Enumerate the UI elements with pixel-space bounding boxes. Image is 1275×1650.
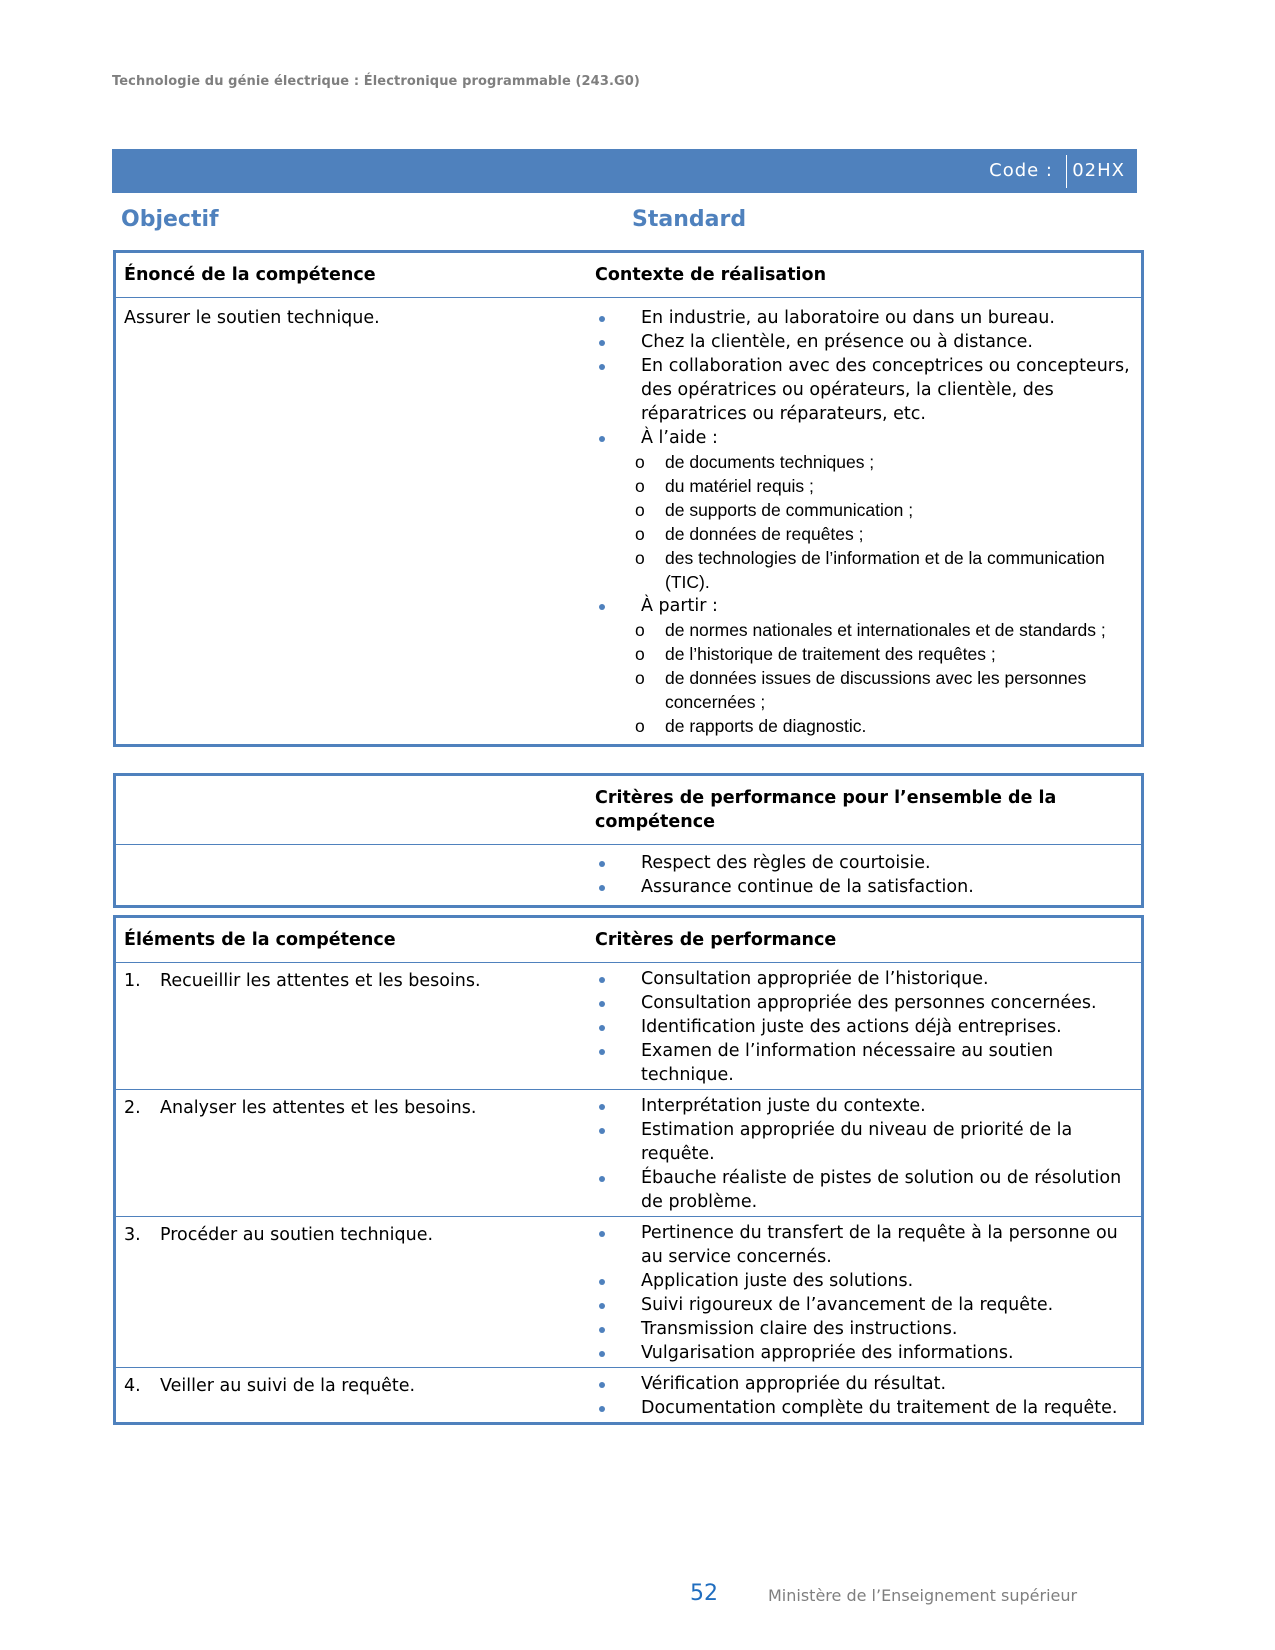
empty-cell <box>115 845 588 907</box>
bullet-icon <box>599 1128 605 1134</box>
bullet-icon <box>599 1327 605 1333</box>
bullet-item <box>595 851 1133 875</box>
sub-item-text: de données de requêtes ; <box>665 524 864 544</box>
table-row <box>115 1368 1143 1424</box>
circle-bullet-icon: o <box>635 452 645 472</box>
bullet-item <box>595 875 1133 899</box>
contexte-list <box>595 306 1133 738</box>
bullet-item <box>595 1039 1133 1087</box>
bullet-item <box>595 967 1133 991</box>
bullet-item <box>595 1094 1133 1118</box>
criteres-ensemble-header: Critères de performance pour l’ensemble de la compétence <box>595 788 1057 832</box>
table-header-row <box>115 917 1143 963</box>
element-criteres-cell <box>587 1217 1143 1368</box>
page-number: 52 <box>690 1581 718 1606</box>
bullet-icon <box>599 1104 605 1110</box>
element-cell <box>115 1090 588 1217</box>
bullet-text: Consultation appropriée des personnes concernées. <box>641 993 1097 1013</box>
bullet-item <box>595 1372 1133 1396</box>
contexte-cell <box>587 298 1143 746</box>
bullet-text: Interprétation juste du contexte. <box>641 1096 926 1116</box>
circle-bullet-icon: o <box>635 548 645 568</box>
bullet-text: Assurance continue de la satisfaction. <box>641 877 974 897</box>
sub-item-text: de normes nationales et internationales et de standards ; <box>665 620 1106 640</box>
code-bar <box>112 149 1137 193</box>
enonce-header: Énoncé de la compétence <box>124 265 376 285</box>
bullet-icon <box>599 604 605 610</box>
element-number: 2. <box>124 1098 141 1118</box>
sub-list <box>635 450 1133 594</box>
element-number: 1. <box>124 971 141 991</box>
bullet-text: Identification juste des actions déjà entreprises. <box>641 1017 1062 1037</box>
circle-bullet-icon: o <box>635 668 645 688</box>
bullet-icon <box>599 340 605 346</box>
bullet-icon <box>599 436 605 442</box>
circle-bullet-icon: o <box>635 524 645 544</box>
element-text: Recueillir les attentes et les besoins. <box>160 971 481 991</box>
bullet-icon <box>599 364 605 370</box>
bullet-item <box>595 1166 1133 1214</box>
bullet-item <box>595 1317 1133 1341</box>
bullet-item <box>595 1015 1133 1039</box>
table-row <box>115 298 1143 746</box>
element-text: Analyser les attentes et les besoins. <box>160 1098 477 1118</box>
sub-item-text: de documents techniques ; <box>665 452 875 472</box>
sub-item-text: du matériel requis ; <box>665 476 814 496</box>
running-head: Technologie du génie électrique : Électronique programmable (243.G0) <box>112 74 640 89</box>
sub-item <box>635 498 1133 522</box>
bullet-text: En collaboration avec des conceptrices ou concepteurs, des opératrices ou opérateurs, la clientèle, des réparatrices ou réparateurs, etc. <box>641 356 1130 424</box>
bullet-text: À partir : <box>641 596 718 616</box>
bullet-icon <box>599 1382 605 1388</box>
bullet-item <box>595 354 1133 426</box>
circle-bullet-icon: o <box>635 644 645 664</box>
bullet-icon <box>599 1279 605 1285</box>
element-number: 4. <box>124 1376 141 1396</box>
criteres-list <box>595 1221 1133 1365</box>
bullet-item <box>595 1118 1133 1166</box>
sub-item <box>635 642 1133 666</box>
bullet-text: Application juste des solutions. <box>641 1271 914 1291</box>
bullet-item <box>595 1341 1133 1365</box>
enonce-contexte-table <box>113 250 1144 747</box>
standard-heading: Standard <box>632 207 747 232</box>
bullet-text: Chez la clientèle, en présence ou à distance. <box>641 332 1033 352</box>
bullet-text: Suivi rigoureux de l’avancement de la requête. <box>641 1295 1054 1315</box>
bullet-icon <box>599 1001 605 1007</box>
bullet-item <box>595 594 1133 738</box>
bullet-text: Transmission claire des instructions. <box>641 1319 958 1339</box>
criteres-ensemble-cell <box>587 845 1143 907</box>
enonce-text: Assurer le soutien technique. <box>115 298 588 746</box>
sub-item-text: de supports de communication ; <box>665 500 914 520</box>
code-value: 02HX <box>1072 160 1125 181</box>
bullet-text: Respect des règles de courtoisie. <box>641 853 931 873</box>
table-row <box>115 1090 1143 1217</box>
sub-item <box>635 450 1133 474</box>
sub-item-text: des technologies de l’information et de la communication (TIC). <box>665 548 1105 592</box>
bullet-text: Vérification appropriée du résultat. <box>641 1374 947 1394</box>
criteres-list <box>595 1372 1133 1420</box>
table-row <box>115 845 1143 907</box>
element-criteres-cell <box>587 1090 1143 1217</box>
table-row <box>115 963 1143 1090</box>
element-text: Veiller au suivi de la requête. <box>160 1376 416 1396</box>
sub-item-text: de rapports de diagnostic. <box>665 716 867 736</box>
bullet-text: Documentation complète du traitement de la requête. <box>641 1398 1118 1418</box>
criteres-header: Critères de performance <box>595 930 837 950</box>
bullet-text: À l’aide : <box>641 428 718 448</box>
criteres-ensemble-table <box>113 773 1144 908</box>
sub-item-text: de l’historique de traitement des requêtes ; <box>665 644 996 664</box>
bullet-text: Estimation appropriée du niveau de priorité de la requête. <box>641 1120 1073 1164</box>
sub-item <box>635 618 1133 642</box>
criteres-list <box>595 1094 1133 1214</box>
element-criteres-cell <box>587 1368 1143 1424</box>
bullet-icon <box>599 977 605 983</box>
sub-item-text: de données issues de discussions avec les personnes concernées ; <box>665 668 1087 712</box>
bullet-icon <box>599 316 605 322</box>
code-label: Code : <box>989 160 1053 181</box>
element-text: Procéder au soutien technique. <box>160 1225 434 1245</box>
bullet-icon <box>599 1176 605 1182</box>
elements-header: Éléments de la compétence <box>124 930 396 950</box>
circle-bullet-icon: o <box>635 476 645 496</box>
element-criteres-cell <box>587 963 1143 1090</box>
bullet-text: Consultation appropriée de l’historique. <box>641 969 989 989</box>
bullet-icon <box>599 1025 605 1031</box>
bullet-icon <box>599 1231 605 1237</box>
sub-item <box>635 546 1133 594</box>
circle-bullet-icon: o <box>635 620 645 640</box>
sub-item <box>635 522 1133 546</box>
sub-item <box>635 714 1133 738</box>
element-cell <box>115 1217 588 1368</box>
sub-list <box>635 618 1133 738</box>
empty-header-cell <box>115 775 588 845</box>
bullet-item <box>595 306 1133 330</box>
element-number: 3. <box>124 1225 141 1245</box>
sub-item <box>635 666 1133 714</box>
bullet-icon <box>599 1406 605 1412</box>
elements-criteres-table <box>113 915 1144 1425</box>
bullet-text: Ébauche réaliste de pistes de solution ou de résolution de problème. <box>641 1168 1122 1212</box>
footer-ministry: Ministère de l’Enseignement supérieur <box>768 1586 1078 1605</box>
bullet-text: Vulgarisation appropriée des informations. <box>641 1343 1014 1363</box>
bullet-text: Examen de l’information nécessaire au soutien technique. <box>641 1041 1054 1085</box>
bullet-item <box>595 991 1133 1015</box>
circle-bullet-icon: o <box>635 716 645 736</box>
table-header-row <box>115 775 1143 845</box>
bullet-item <box>595 426 1133 594</box>
bullet-item <box>595 1221 1133 1269</box>
bullet-item <box>595 1293 1133 1317</box>
sub-item <box>635 474 1133 498</box>
element-cell <box>115 1368 588 1424</box>
element-cell <box>115 963 588 1090</box>
contexte-header: Contexte de réalisation <box>595 265 827 285</box>
criteres-list <box>595 967 1133 1087</box>
bullet-text: Pertinence du transfert de la requête à la personne ou au service concernés. <box>641 1223 1118 1267</box>
circle-bullet-icon: o <box>635 500 645 520</box>
objectif-heading: Objectif <box>121 207 219 232</box>
table-header-row <box>115 252 1143 298</box>
bullet-item <box>595 1269 1133 1293</box>
bullet-item <box>595 330 1133 354</box>
bullet-icon <box>599 1303 605 1309</box>
bullet-icon <box>599 885 605 891</box>
bullet-icon <box>599 861 605 867</box>
criteres-ensemble-list <box>595 851 1133 899</box>
bullet-item <box>595 1396 1133 1420</box>
bullet-icon <box>599 1049 605 1055</box>
bullet-icon <box>599 1351 605 1357</box>
code-separator <box>1066 155 1067 188</box>
bullet-text: En industrie, au laboratoire ou dans un bureau. <box>641 308 1055 328</box>
table-row <box>115 1217 1143 1368</box>
